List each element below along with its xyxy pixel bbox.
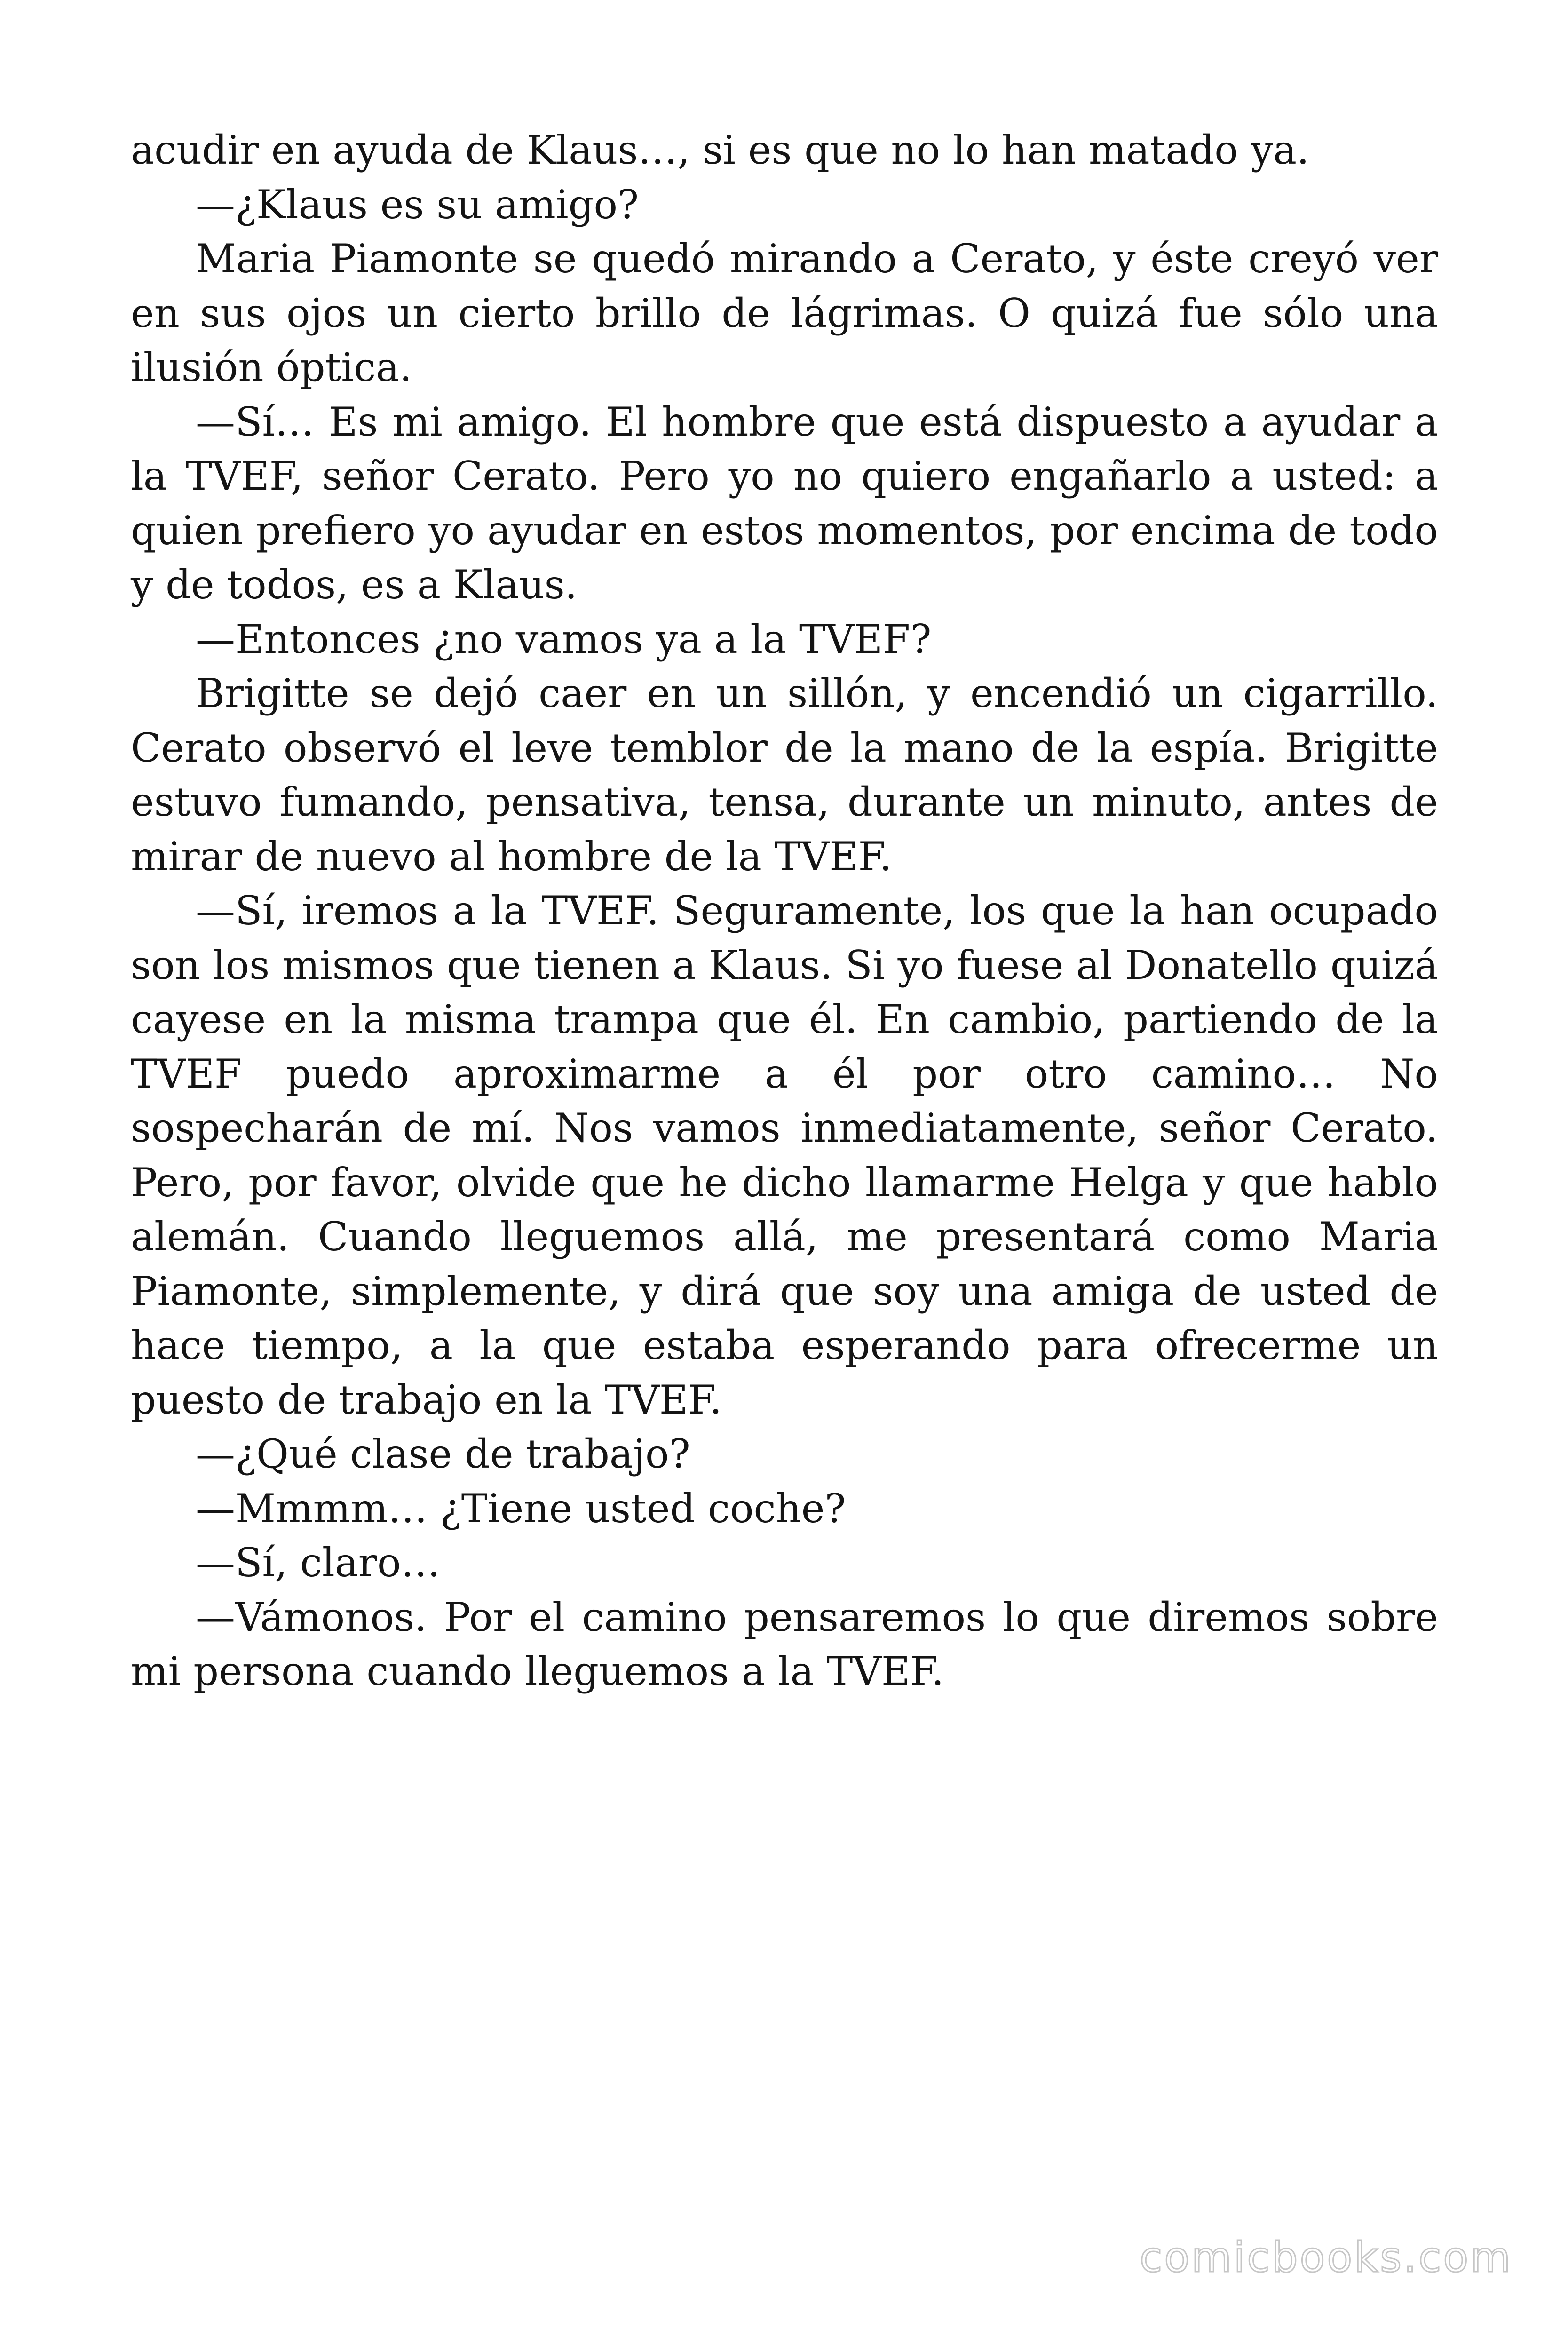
paragraph-dialogue: —Vámonos. Por el camino pensaremos lo que diremos sobre mi persona cuando lleguemos a la TVEF.: [131, 1594, 1438, 1694]
paragraph-dialogue: —Mmmm… ¿Tiene usted coche?: [196, 1485, 846, 1532]
paragraph-dialogue: —Entonces ¿no vamos ya a la TVEF?: [196, 616, 932, 662]
paragraph-dialogue: —¿Qué clase de trabajo?: [196, 1431, 690, 1477]
paragraph-dialogue: —¿Klaus es su amigo?: [196, 181, 639, 228]
body-text: [131, 123, 1438, 1699]
paragraph-narration: Brigitte se dejó caer en un sillón, y encendió un cigarrillo. Cerato observó el leve temblor de la mano de la espía. Brigitte estuvo fumando, pensativa, tensa, durante un minuto, antes de mirar de nuevo al hombre de la TVEF.: [131, 670, 1438, 880]
watermark: comicbooks.com: [1139, 2233, 1513, 2281]
paragraph-dialogue: —Sí, claro…: [196, 1540, 441, 1586]
paragraph-dialogue: —Sí, iremos a la TVEF. Seguramente, los que la han ocupado son los mismos que tienen a Klaus. Si yo fuese al Donatello quizá cayese en la misma trampa que él. En cambio, partiendo de la TVEF puedo aproximarme a él por otro camino… No sospecharán de mí. Nos vamos inmediatamente, señor Cerato. Pero, por favor, olvide que he dicho llamarme Helga y que hablo alemán. Cuando lleguemos allá, me presentará como Maria Piamonte, simplemente, y dirá que soy una amiga de usted de hace tiempo, a la que estaba esperando para ofrecerme un puesto de trabajo en la TVEF.: [131, 888, 1438, 1423]
paragraph-continuation: acudir en ayuda de Klaus…, si es que no lo han matado ya.: [131, 127, 1309, 173]
paragraph-narration: Maria Piamonte se quedó mirando a Cerato, y éste creyó ver en sus ojos un cierto brillo de lágrimas. O quizá fue sólo una ilusión óptica.: [131, 236, 1438, 390]
paragraph-dialogue: —Sí… Es mi amigo. El hombre que está dispuesto a ayudar a la TVEF, señor Cerato. Pero yo no quiero engañarlo a usted: a quien prefiero yo ayudar en estos momentos, por encima de todo y de todos, es a Klaus.: [131, 398, 1438, 608]
